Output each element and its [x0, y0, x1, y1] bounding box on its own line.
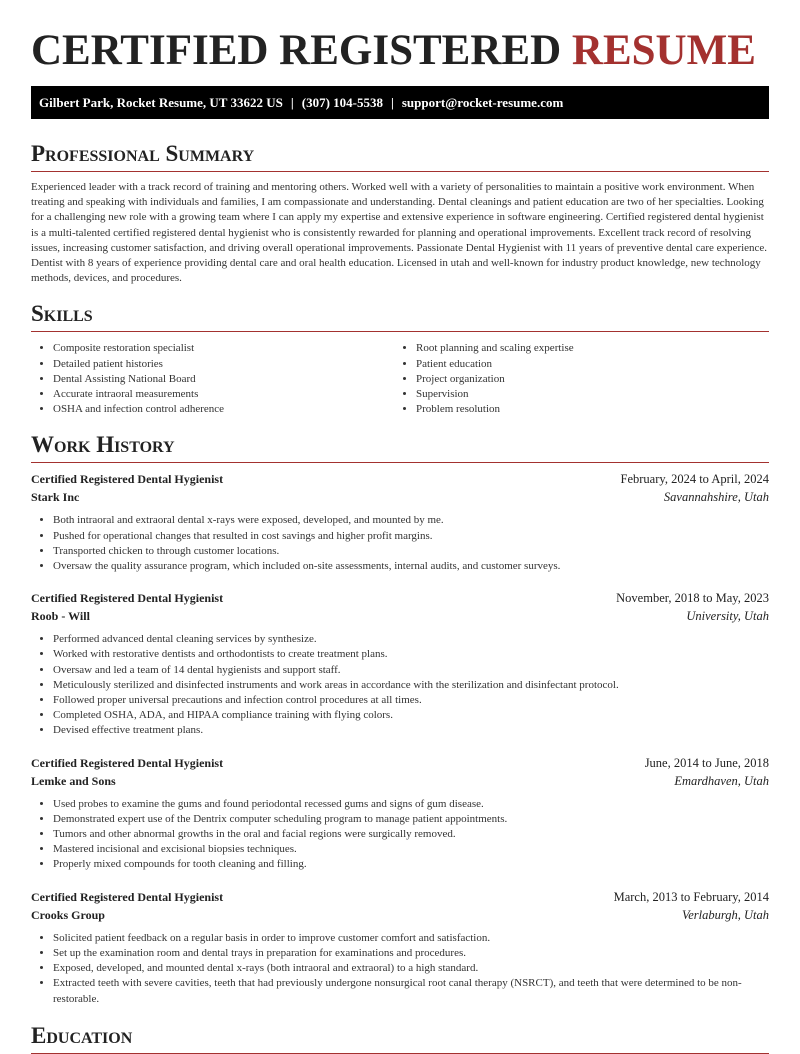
education-heading: Education [31, 1023, 769, 1054]
job-title: Certified Registered Dental Hygienist [31, 755, 224, 770]
duty-item: • Pushed for operational changes that resulted in cost savings and higher profit margins. [53, 529, 769, 544]
contact-email: support@rocket-resume.com [401, 95, 564, 110]
job-dates: June, 2014 to June, 2018 [644, 755, 769, 770]
job-title: Certified Registered Dental Hygienist [31, 472, 224, 487]
job-company: Roob - Will [31, 609, 90, 624]
duty-item: • Followed proper universal precautions and infection control procedures at all times. [53, 693, 769, 708]
duty-item: • Tumors and other abnormal growths in the oral and facial regions were surgically removed. [53, 827, 769, 842]
duty-item: • Set up the examination room and dental trays in preparation for examinations and procedures. [53, 946, 769, 961]
skills-column-left [31, 341, 394, 417]
job-company: Lemke and Sons [31, 773, 116, 788]
duty-item: • Demonstrated expert use of the Dentrix computer scheduling program to manage patient appointments. [53, 812, 769, 827]
job-company-row [31, 490, 769, 508]
duty-item: • Performed advanced dental cleaning services by synthesize. [53, 632, 769, 647]
job-entry [31, 890, 769, 1007]
job-company: Crooks Group [31, 907, 105, 922]
job-duties [31, 797, 769, 873]
summary-heading: Professional Summary [31, 141, 769, 172]
duty-item: • Properly mixed compounds for tooth cleaning and filling. [53, 857, 769, 872]
duty-item: • Devised effective treatment plans. [53, 723, 769, 738]
duty-item: • Exposed, developed, and mounted dental x-rays (both intraoral and extraoral) to a high standard. [53, 961, 769, 976]
duty-item: • Completed OSHA, ADA, and HIPAA compliance training with flying colors. [53, 708, 769, 723]
duty-item: • Extracted teeth with severe cavities, teeth that had previously undergone nonsurgical root canal therapy (NSRCT), and teeth that were determined to be non-restorable. [53, 976, 769, 1006]
job-header-row [31, 756, 769, 774]
job-duties [31, 632, 769, 738]
resume-title-accent: RESUME [571, 27, 756, 74]
skill-item: • Patient education [416, 357, 757, 372]
duty-item: • Both intraoral and extraoral dental x-rays were exposed, developed, and mounted by me. [53, 513, 769, 528]
contact-separator: | [390, 95, 394, 110]
contact-bar [31, 86, 769, 119]
skill-item: • OSHA and infection control adherence [53, 402, 394, 417]
duty-item: • Oversaw the quality assurance program, which included on-site assessments, internal audits, and customer surveys. [53, 559, 769, 574]
resume-page [31, 0, 769, 1054]
duty-item: • Oversaw and led a team of 14 dental hygienists and support staff. [53, 663, 769, 678]
job-dates: February, 2024 to April, 2024 [620, 472, 769, 487]
job-location: Emardhaven, Utah [674, 773, 769, 788]
skill-item: • Accurate intraoral measurements [53, 387, 394, 402]
skill-item: • Project organization [416, 372, 757, 387]
job-header-row [31, 472, 769, 490]
duty-item: • Used probes to examine the gums and found periodontal recessed gums and signs of gum disease. [53, 797, 769, 812]
duty-item: • Solicited patient feedback on a regular basis in order to improve customer comfort and satisfaction. [53, 931, 769, 946]
job-header-row [31, 591, 769, 609]
job-duties [31, 513, 769, 574]
skill-item: • Dental Assisting National Board [53, 372, 394, 387]
skill-item: • Root planning and scaling expertise [416, 341, 757, 356]
job-duties [31, 931, 769, 1007]
contact-separator: | [290, 95, 294, 110]
summary-text: Experienced leader with a track record of training and mentoring others. Worked well with a variety of personalities to maintain a positive work environment. When treating and speaking with individuals and families, I am compassionate and understanding. Dental cleanings and patient education are two of her specialties. Looking for a challenging new role with a growing team where I can apply my expertise and extensive experience in software engineering. Certified registered dental hygienist is a multi-talented certified registered dental hygienist who is consistently rewarded for planning and operational improvements. Excellent track record of resolving issues, increasing customer satisfaction, and driving overall operational improvements. Passionate Dental Hygienist with 11 years of preventive dental care experience. Dentist with 8 years of experience providing dental care and oral health education. Licensed in utah and well-known for industry product knowledge, new technology methods, devices, and procedures. [31, 181, 768, 285]
job-entry [31, 756, 769, 873]
duty-item: • Transported chicken to through customer locations. [53, 544, 769, 559]
resume-title [31, 0, 769, 74]
skills-list [31, 341, 769, 417]
skills-heading: Skills [31, 301, 769, 332]
skill-item: • Supervision [416, 387, 757, 402]
job-location: Verlaburgh, Utah [681, 907, 769, 922]
duty-item: • Worked with restorative dentists and orthodontists to create treatment plans. [53, 647, 769, 662]
job-entry [31, 591, 769, 738]
skill-item: • Composite restoration specialist [53, 341, 394, 356]
job-title: Certified Registered Dental Hygienist [31, 591, 224, 606]
job-location: University, Utah [686, 609, 769, 624]
job-title: Certified Registered Dental Hygienist [31, 889, 224, 904]
job-dates: November, 2018 to May, 2023 [616, 591, 769, 606]
resume-title-main: CERTIFIED REGISTERED [31, 27, 572, 74]
duty-item: • Meticulously sterilized and disinfected instruments and work areas in accordance with the sterilization and disinfectant protocol. [53, 678, 769, 693]
skill-item: • Detailed patient histories [53, 357, 394, 372]
job-company-row [31, 609, 769, 627]
job-company-row [31, 908, 769, 926]
skill-item: • Problem resolution [416, 402, 757, 417]
job-header-row [31, 890, 769, 908]
skills-column-right [394, 341, 757, 417]
job-entry [31, 472, 769, 574]
work-history-heading: Work History [31, 432, 769, 463]
contact-address: Gilbert Park, Rocket Resume, UT 33622 US [39, 95, 283, 110]
job-company: Stark Inc [31, 490, 80, 505]
job-company-row [31, 774, 769, 792]
job-location: Savannahshire, Utah [663, 490, 769, 505]
duty-item: • Mastered incisional and excisional biopsies techniques. [53, 842, 769, 857]
job-dates: March, 2013 to February, 2014 [613, 889, 769, 904]
contact-phone: (307) 104-5538 [301, 95, 383, 110]
